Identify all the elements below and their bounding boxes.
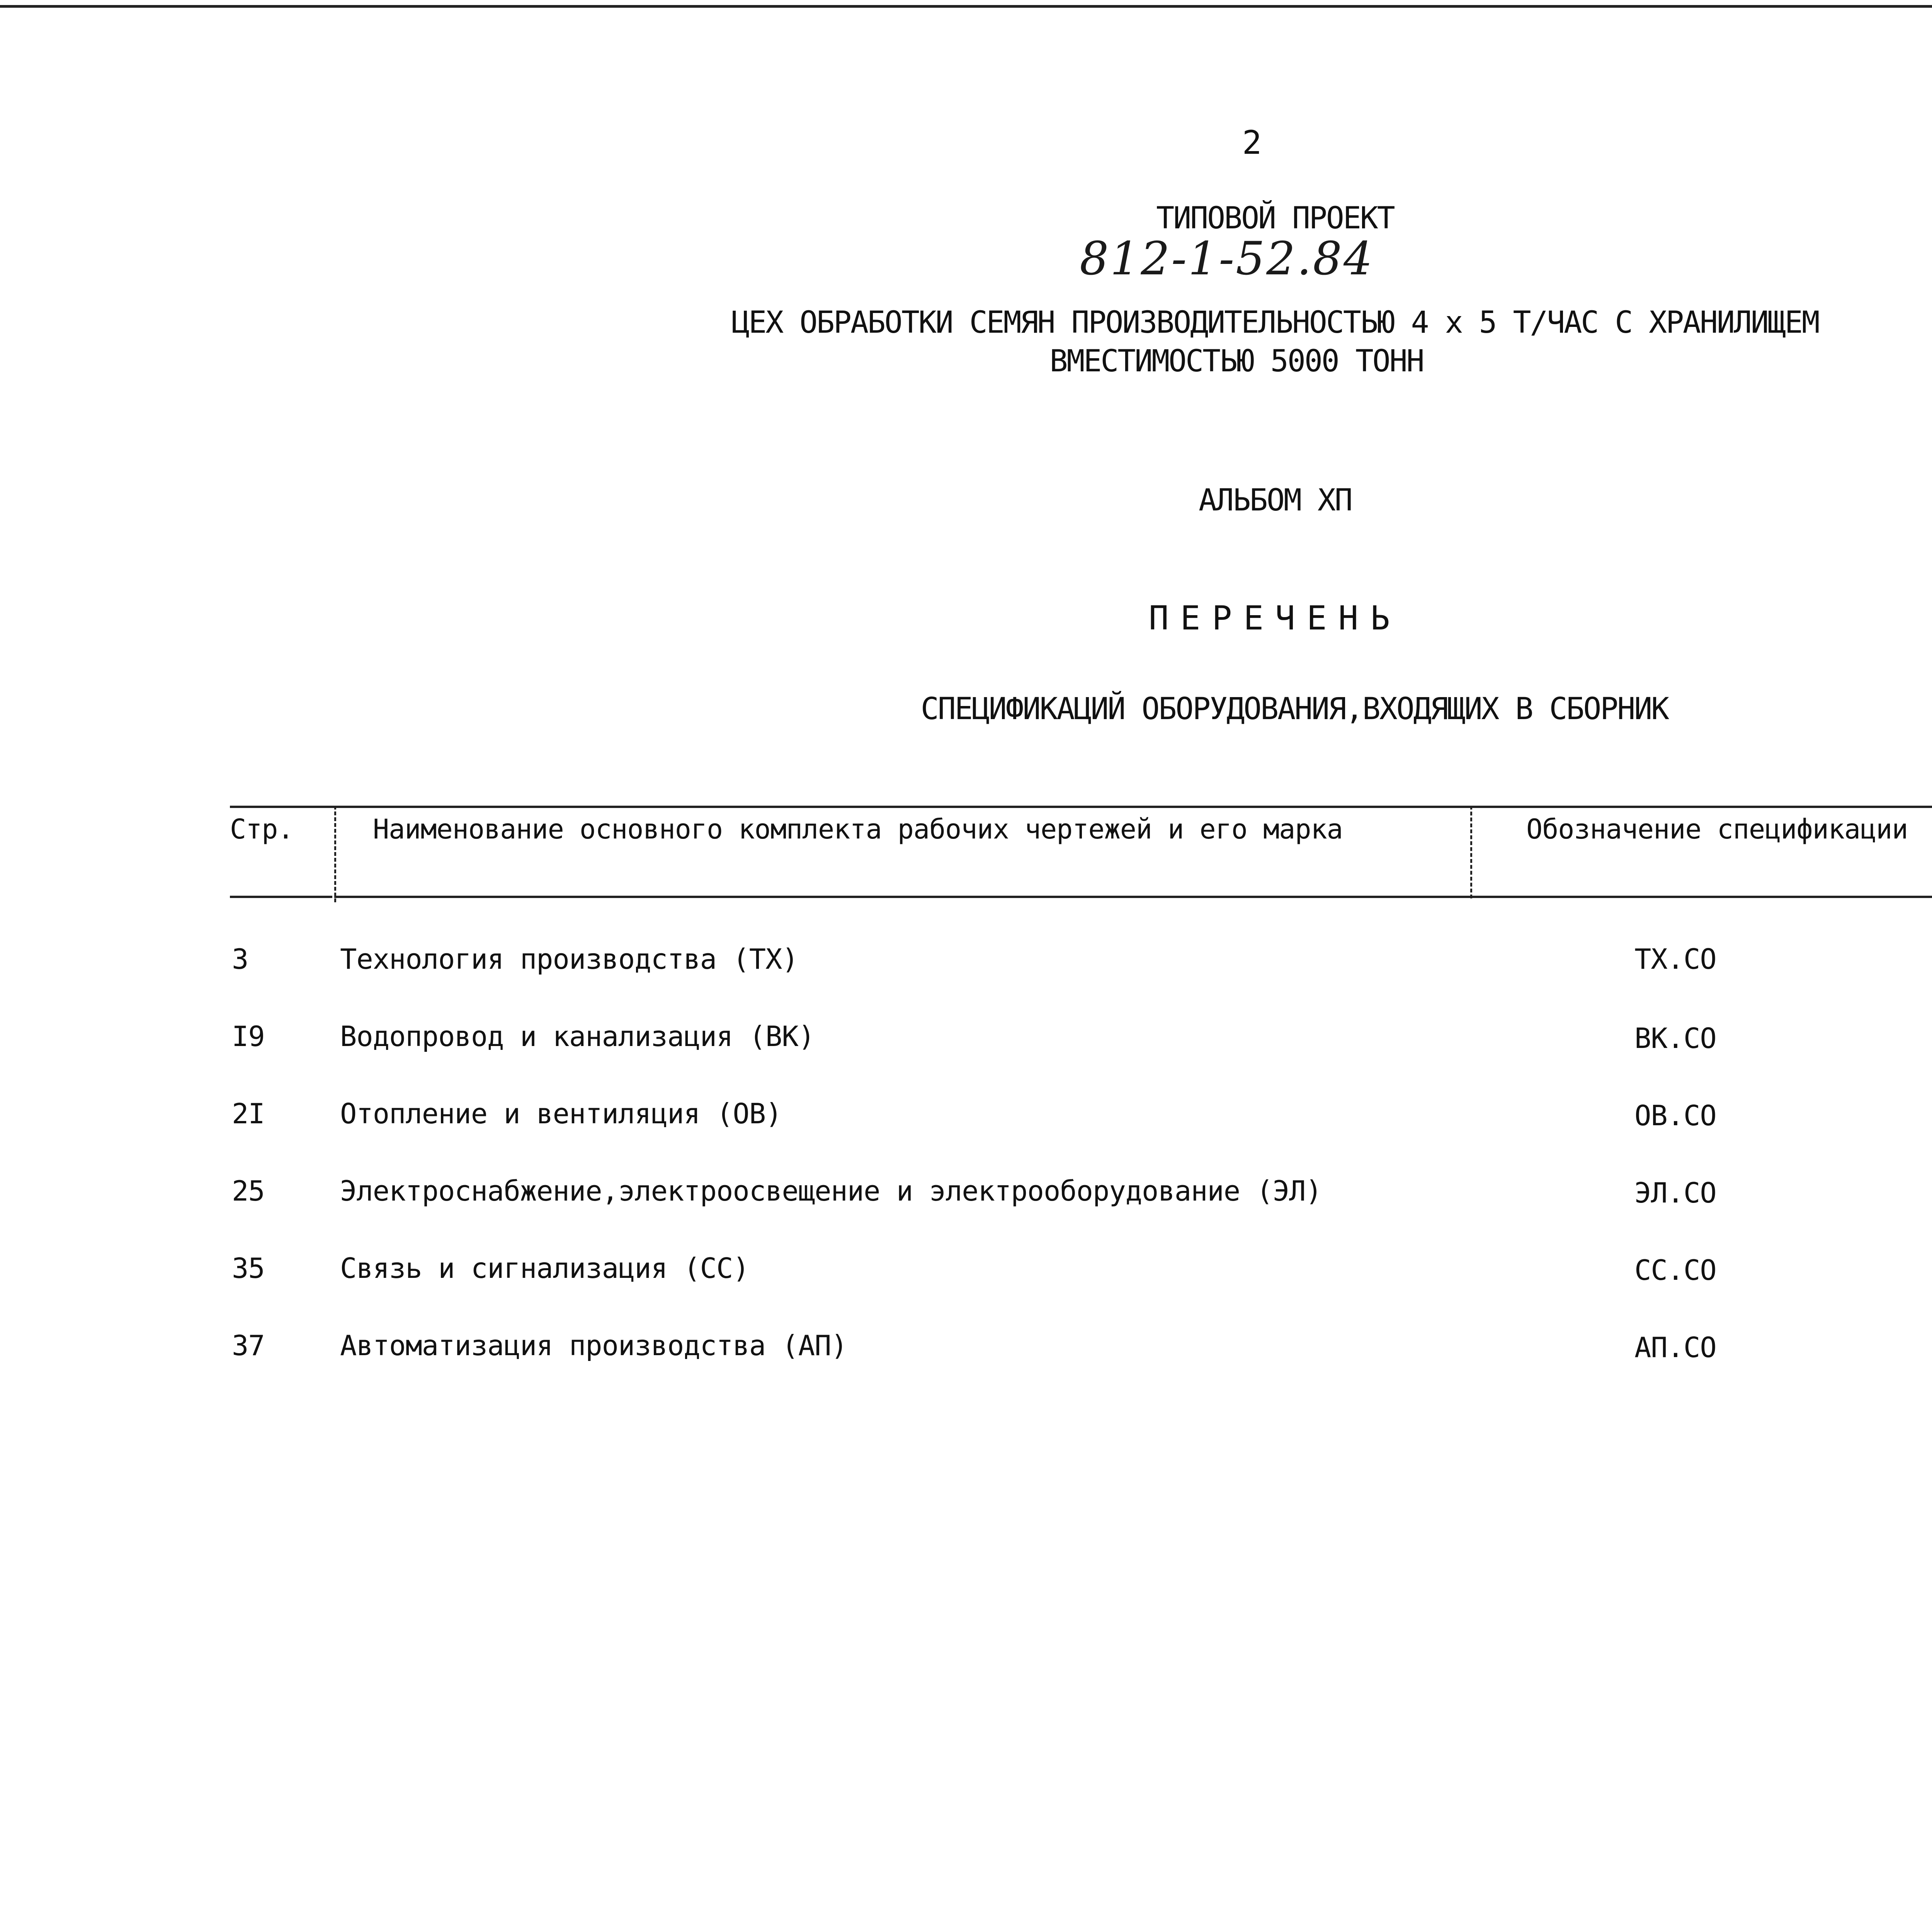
row-designation: ТХ.СО — [1634, 943, 1716, 975]
row-page: 37 — [232, 1329, 265, 1362]
row-name: Технология производства (ТХ) — [340, 943, 798, 975]
row-name: Автоматизация производства (АП) — [340, 1329, 847, 1362]
document-title-line1: ЦЕХ ОБРАБОТКИ СЕМЯН ПРОИЗВОДИТЕЛЬНОСТЬЮ 4 х 5 Т/ЧАС С ХРАНИЛИЩЕМ — [731, 305, 1819, 340]
header-page: Стр. — [230, 813, 294, 845]
column-divider — [1470, 806, 1472, 898]
row-name: Связь и сигнализация (СС) — [340, 1252, 749, 1284]
header-name: Наименование основного комплекта рабочих чертежей и его марка — [373, 813, 1343, 845]
row-page: 25 — [232, 1175, 265, 1207]
row-page: 3 — [232, 943, 248, 975]
row-designation: ОВ.СО — [1634, 1099, 1716, 1132]
spec-subtitle: СПЕЦИФИКАЦИЙ ОБОРУДОВАНИЯ,ВХОДЯЩИХ В СБОРНИК — [920, 692, 1668, 726]
list-heading: ПЕРЕЧЕНЬ — [1148, 599, 1402, 638]
row-page: 2I — [232, 1097, 265, 1130]
column-divider — [334, 806, 336, 902]
row-designation: СС.СО — [1634, 1254, 1716, 1286]
row-designation: ВК.СО — [1634, 1022, 1716, 1055]
table-top-rule — [230, 806, 1932, 808]
row-page: 35 — [232, 1252, 265, 1284]
table-header-bottom-rule — [230, 896, 332, 898]
row-name: Водопровод и канализация (ВК) — [340, 1020, 815, 1053]
row-name: Электроснабжение,электроосвещение и электрооборудование (ЭЛ) — [340, 1175, 1322, 1207]
project-number: 812-1-52.84 — [1080, 232, 1374, 285]
table-header-bottom-rule — [334, 896, 1932, 898]
row-name: Отопление и вентиляция (ОВ) — [340, 1097, 782, 1130]
project-label: ТИПОВОЙ ПРОЕКТ — [1156, 201, 1394, 236]
header-designation: Обозначение спецификации — [1526, 813, 1908, 845]
row-page: I9 — [232, 1020, 265, 1053]
page-number: 2 — [1242, 124, 1262, 162]
row-designation: АП.СО — [1634, 1331, 1716, 1364]
row-designation: ЭЛ.СО — [1634, 1177, 1716, 1209]
document-title-line2: ВМЕСТИМОСТЬЮ 5000 ТОНН — [1049, 344, 1423, 379]
album-label: АЛЬБОМ ХП — [1199, 483, 1352, 518]
frame-top-border — [0, 5, 1932, 8]
